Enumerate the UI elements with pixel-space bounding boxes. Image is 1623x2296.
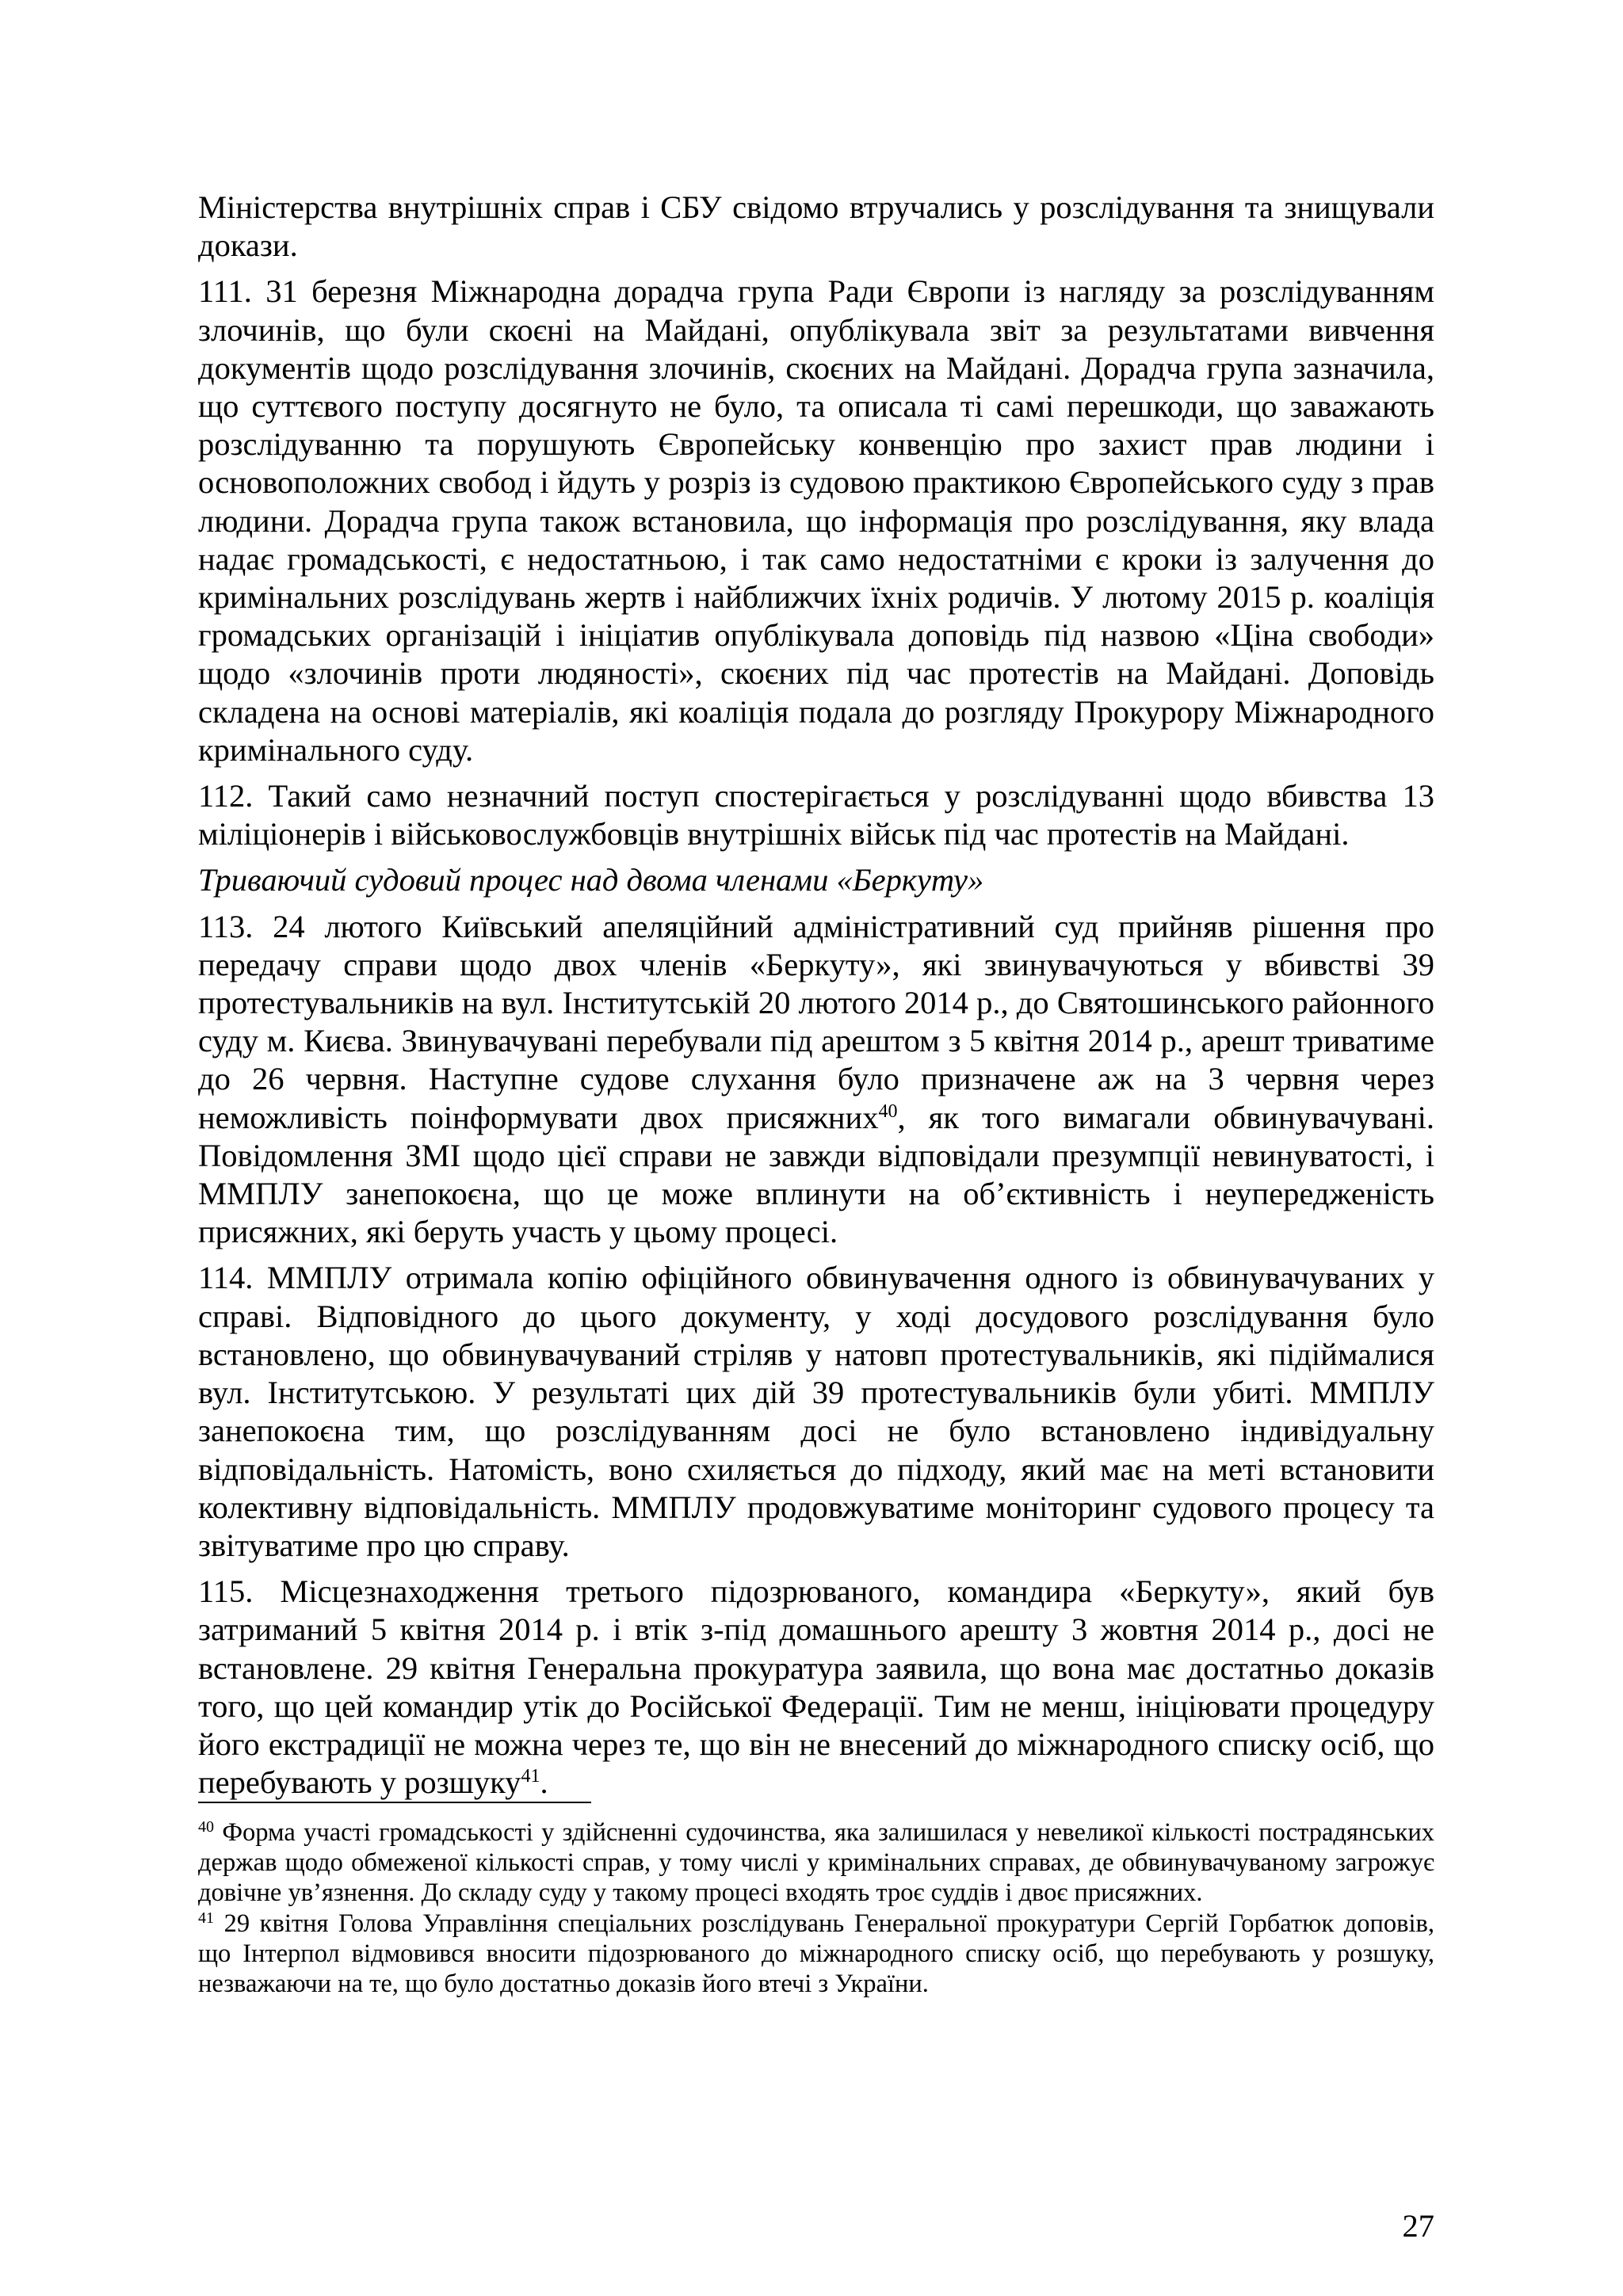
footnotes [198, 1817, 1434, 1999]
paragraph-113-text-a: 113. 24 лютого Київський апеляційний адміністративний суд прийняв рішення про передачу справи щодо двох членів «Беркуту», які звинувачуються у вбивстві 39 протестувальників на вул. Інститутській 20 лютого 2014 р., до Святошинського районного суду м. Києва. Звинувачувані перебували під арештом з 5 квітня 2014 р., арешт триватиме до 26 червня. Наступне судове слухання було призначене аж на 3 червня через неможливість поінформувати двох присяжних [198, 908, 1434, 1135]
paragraph-113-text-b: , як того вимагали обвинувачувані. Повідомлення ЗМІ щодо цієї справи не завжди відповідали презумпції невинуватості, і ММПЛУ занепокоєна, що це може вплинути на об’єктивність і неупередженість присяжних, які беруть участь у цьому процесі. [198, 1099, 1434, 1250]
footnote-41 [198, 1909, 1434, 2000]
footnote-41-number: 41 [198, 1909, 214, 1927]
page-number: 27 [1402, 2208, 1434, 2244]
paragraph-113 [198, 908, 1434, 1252]
paragraph-115-text-a: 115. Місцезнаходження третього підозрюваного, командира «Беркуту», який був затриманий 5 квітня 2014 р. і втік з-під домашнього арешту 3 жовтня 2014 р., досі не встановлене. 29 квітня Генеральна прокуратура заявила, що вона має достатньо доказів того, що цей командир утік до Російської Федерації. Тим не менш, ініціювати процедуру його екстрадиції не можна через те, що він не внесений до міжнародного списку осіб, що перебувають у розшуку [198, 1573, 1434, 1801]
paragraph-112: 112. Такий само незначний поступ спостерігається у розслідуванні щодо вбивства 13 міліціонерів і військовослужбовців внутрішніх військ під час протестів на Майдані. [198, 778, 1434, 852]
paragraph-115 [198, 1573, 1434, 1802]
paragraph-111: 111. 31 березня Міжнародна дорадча група Ради Європи із нагляду за розслідуванням злочинів, що були скоєні на Майдані, опублікувала звіт за результатами вивчення документів щодо розслідування злочинів, скоєних на Майдані. Дорадча група зазначила, що суттєвого поступу досягнуто не було, та описала ті самі перешкоди, що заважають розслідуванню та порушують Європейську конвенцію про захист прав людини і основоположних свобод і йдуть у розріз із судовою практикою Європейського суду з прав людини. Дорадча група також встановила, що інформація про розслідування, яку влада надає громадськості, є недостатньою, і так само недостатніми є кроки із залучення до кримінальних розслідувань жертв і найближчих їхніх родичів. У лютому 2015 р. коаліція громадських організацій і ініціатив опублікувала доповідь під назвою «Ціна свободи» щодо «злочинів проти людяності», скоєних під час протестів на Майдані. Доповідь складена на основі матеріалів, які коаліція подала до розгляду Прокурору Міжнародного кримінального суду. [198, 273, 1434, 768]
footnote-ref-41[interactable]: 41 [521, 1766, 540, 1787]
footnote-separator [198, 1802, 591, 1803]
paragraph-115-text-b: . [540, 1764, 548, 1801]
paragraph-114: 114. ММПЛУ отримала копію офіційного обвинувачення одного із обвинувачуваних у справі. Відповідного до цього документу, у ході досудового розслідування було встановлено, що обвинувачуваний стріляв у натовп протестувальників, які підіймалися вул. Інститутською. У результаті цих дій 39 протестувальників були убиті. ММПЛУ занепокоєна тим, що розслідуванням досі не було встановлено індивідуальну відповідальність. Натомість, воно схиляється до підходу, який має на меті встановити колективну відповідальність. ММПЛУ продовжуватиме моніторинг судового процесу та звітуватиме про цю справу. [198, 1260, 1434, 1563]
section-heading: Триваючий судовий процес над двома членами «Беркуту» [198, 862, 984, 898]
footnote-41-text: 29 квітня Голова Управління спеціальних розслідувань Генеральної прокуратури Сергій Горбатюк доповів, що Інтерпол відмовився вносити підозрюваного до міжнародного списку осіб, що перебувають у розшуку, незважаючи на те, що було достатньо доказів його втечі з України. [198, 1909, 1434, 1999]
page-body [198, 189, 1434, 1810]
footnote-40 [198, 1817, 1434, 1909]
footnote-40-text: Форма участі громадськості у здійсненні судочинства, яка залишилася у невеликої кількості пострадянських держав щодо обмеженої кількості справ, у тому числі у кримінальних справах, де обвинувачуваному загрожує довічне ув’язнення. До складу суду у такому процесі входять троє суддів і двоє присяжних. [198, 1818, 1434, 1908]
paragraph-continuation: Міністерства внутрішніх справ і СБУ свідомо втручались у розслідування та знищували докази. [198, 189, 1434, 264]
footnote-40-number: 40 [198, 1818, 214, 1836]
footnote-ref-40[interactable]: 40 [878, 1100, 898, 1122]
